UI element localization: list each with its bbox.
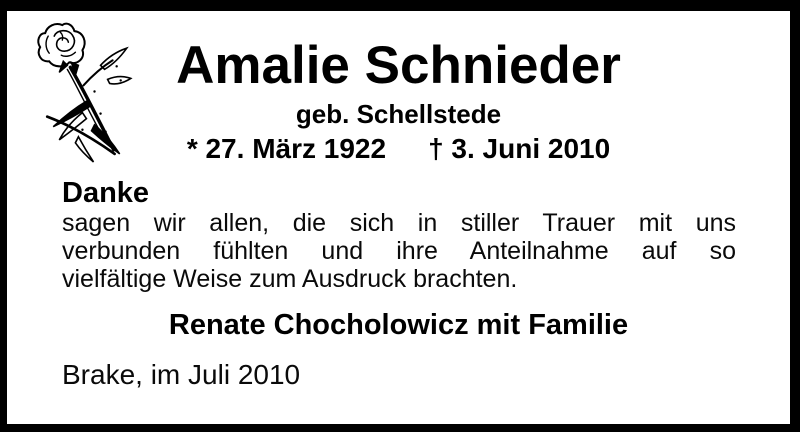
body-line-2: verbunden fühlten und ihre Anteilnahme auf so: [62, 237, 736, 265]
family-signature: Renate Chocholowicz mit Familie: [168, 309, 629, 341]
birth-date: * 27. März 1922: [186, 133, 387, 164]
deceased-name: Amalie Schnieder: [176, 36, 621, 95]
body-line-1: sagen wir allen, die sich in stiller Trauer mit uns: [62, 209, 736, 237]
maiden-name: geb. Schellstede: [295, 99, 502, 129]
death-date: † 3. Juni 2010: [428, 133, 611, 164]
life-dates: [7, 135, 790, 163]
obituary-card: [7, 11, 790, 424]
thanks-body: [62, 209, 736, 293]
place-and-date: Brake, im Juli 2010: [62, 359, 301, 390]
thanks-heading: Danke: [62, 177, 150, 209]
body-line-3: vielfältige Weise zum Ausdruck brachten.: [62, 265, 518, 293]
